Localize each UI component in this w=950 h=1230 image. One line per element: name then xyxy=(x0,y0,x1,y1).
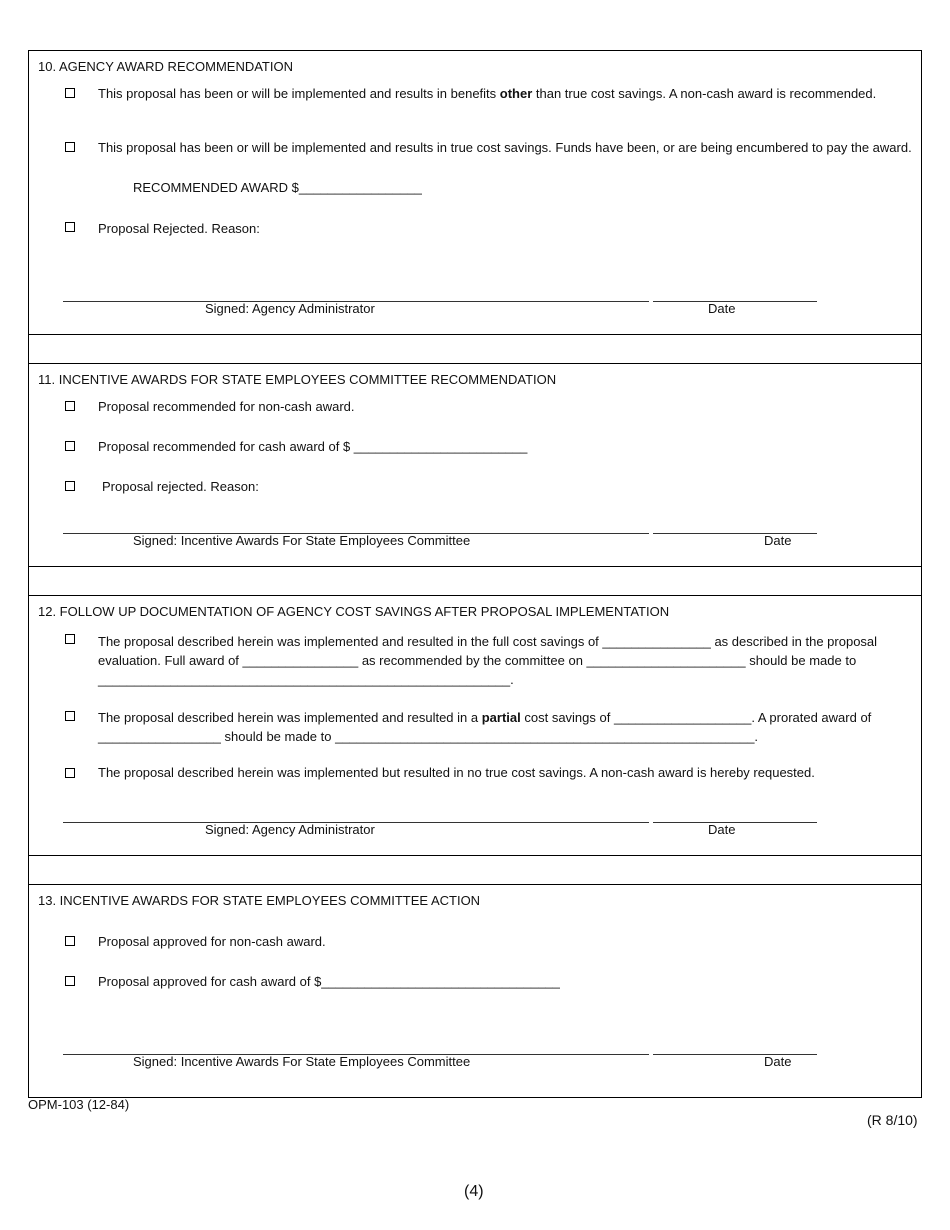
signed-label: Signed: Agency Administrator xyxy=(205,301,375,316)
checkbox-non-cash-award[interactable] xyxy=(65,936,75,946)
option-cash-award-text: Proposal recommended for cash award of $ ________________________ xyxy=(98,439,528,454)
option-non-cash-text: Proposal approved for non-cash award. xyxy=(98,934,326,949)
section-spacer xyxy=(28,567,922,595)
option-no-cost-savings-text: The proposal described herein was implemented but resulted in no true cost savings. A non-cash award is hereby requested. xyxy=(98,765,815,780)
option-partial-cost-savings-text: The proposal described herein was implemented and resulted in a partial cost savings of ___________________. A prorated award of _________________ should be made to __________________________________________________________. xyxy=(98,710,872,744)
checkbox-proposal-rejected[interactable] xyxy=(65,222,75,232)
checkbox-full-cost-savings[interactable] xyxy=(65,634,75,644)
checkbox-non-cash-award[interactable] xyxy=(65,401,75,411)
checkbox-true-cost-savings[interactable] xyxy=(65,142,75,152)
option-non-cash-text: This proposal has been or will be implemented and results in benefits other than true cost savings. A non-cash award is recommended. xyxy=(98,86,877,101)
checkbox-cash-award[interactable] xyxy=(65,441,75,451)
section-13-title: 13. INCENTIVE AWARDS FOR STATE EMPLOYEES COMMITTEE ACTION xyxy=(38,893,481,908)
signed-label: Signed: Incentive Awards For State Employees Committee xyxy=(133,1054,471,1069)
date-label: Date xyxy=(764,533,792,548)
date-line[interactable] xyxy=(653,1054,817,1055)
section-11-title: 11. INCENTIVE AWARDS FOR STATE EMPLOYEES COMMITTEE RECOMMENDATION xyxy=(38,372,557,387)
revision-label: (R 8/10) xyxy=(867,1112,918,1128)
section-spacer xyxy=(28,335,922,363)
option-proposal-rejected-text: Proposal Rejected. Reason: xyxy=(98,221,260,236)
option-true-cost-savings-text: This proposal has been or will be implemented and results in true cost savings. Funds have been, or are being encumbered to pay the award. xyxy=(98,140,912,155)
date-label: Date xyxy=(764,1054,792,1069)
form-number: OPM-103 (12-84) xyxy=(28,1097,130,1112)
checkbox-cash-award[interactable] xyxy=(65,976,75,986)
section-12-title: 12. FOLLOW UP DOCUMENTATION OF AGENCY COST SAVINGS AFTER PROPOSAL IMPLEMENTATION xyxy=(38,604,670,619)
section-11-committee-recommendation xyxy=(28,363,922,567)
date-label: Date xyxy=(708,301,736,316)
date-line[interactable] xyxy=(653,533,817,534)
option-full-cost-savings-text: The proposal described herein was implemented and resulted in the full cost savings of _______________ as described in the proposal evaluation. Full award of ________________ as recommended by the committee on ______________________ should be made to _________________________________________________________. xyxy=(98,634,878,687)
checkbox-no-cost-savings[interactable] xyxy=(65,768,75,778)
section-spacer xyxy=(28,856,922,884)
checkbox-partial-cost-savings[interactable] xyxy=(65,711,75,721)
checkbox-proposal-rejected[interactable] xyxy=(65,481,75,491)
signed-label: Signed: Incentive Awards For State Employees Committee xyxy=(133,533,471,548)
section-10-agency-award-recommendation xyxy=(28,50,922,335)
option-non-cash-text: Proposal recommended for non-cash award. xyxy=(98,399,355,414)
option-cash-award-text: Proposal approved for cash award of $_________________________________ xyxy=(98,974,560,989)
date-label: Date xyxy=(708,822,736,837)
signed-label: Signed: Agency Administrator xyxy=(205,822,375,837)
page-number: (4) xyxy=(464,1183,484,1200)
section-12-follow-up-documentation xyxy=(28,595,922,856)
section-13-committee-action xyxy=(28,884,922,1098)
option-proposal-rejected-text: Proposal rejected. Reason: xyxy=(102,479,259,494)
checkbox-non-cash-award[interactable] xyxy=(65,88,75,98)
section-10-title: 10. AGENCY AWARD RECOMMENDATION xyxy=(38,59,293,74)
recommended-award-field[interactable]: RECOMMENDED AWARD $_________________ xyxy=(133,180,422,195)
